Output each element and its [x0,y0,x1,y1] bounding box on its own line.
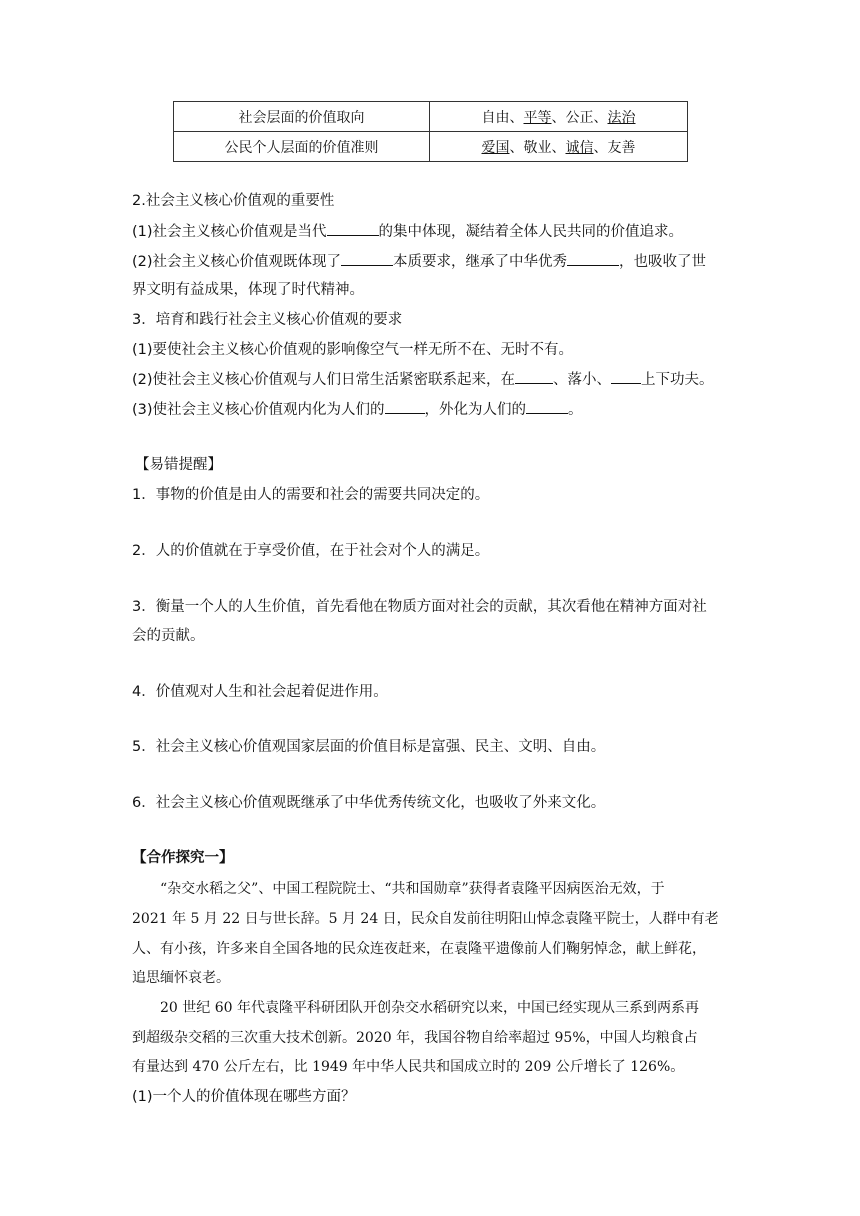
importance-item-1: (1)社会主义核心价值观是当代 的集中体现，凝结着全体人民共同的价值追求。 [132,221,683,242]
requirement-2: (2)使社会主义核心价值观与人们日常生活紧密联系起来，在 、落小、 上下功夫。 [132,369,714,390]
inquiry-paragraph-1-line: 人、有小孩，许多来自全国各地的民众连夜赶来，在袁隆平遗像前人们鞠躬悼念，献上鲜花， [132,941,706,957]
table-cell-values: 爱国、敬业、诚信、友善 [430,132,688,162]
inquiry-heading: 【合作探究一】 [132,850,234,866]
importance-heading: 2.社会主义核心价值观的重要性 [132,193,335,209]
importance-item-2-cont: 界文明有益成果，体现了时代精神。 [132,282,364,298]
table-row [174,102,688,132]
table-row [174,132,688,162]
table-cell-label: 社会层面的价值取向 [174,102,430,132]
inquiry-paragraph-1-line: 追思缅怀哀老。 [132,970,230,986]
table-cell-values: 自由、平等、公正、法治 [430,102,688,132]
reminder-item: 1．事物的价值是由人的需要和社会的需要共同决定的。 [132,487,490,503]
inquiry-paragraph-2-line: 20 世纪 60 年代袁隆平科研团队开创杂交水稻研究以来，中国已经实现从三系到两系再 [160,1000,699,1016]
reminder-item: 6．社会主义核心价值观既继承了中华优秀传统文化，也吸收了外来文化。 [132,795,606,811]
reminder-item: 2．人的价值就在于享受价值，在于社会对个人的满足。 [132,543,490,559]
reminder-item: 4．价值观对人生和社会起着促进作用。 [132,684,388,700]
inquiry-question: (1)一个人的价值体现在哪些方面？ [132,1089,356,1105]
inquiry-paragraph-2-line: 有量达到 470 公斤左右，比 1949 年中华人民共和国成立时的 209 公斤增长了 126%。 [132,1059,685,1075]
requirement-1: (1)要使社会主义核心价值观的影响像空气一样无所不在、无时不有。 [132,342,574,358]
table-cell-label: 公民个人层面的价值准则 [174,132,430,162]
importance-item-2: (2)社会主义核心价值观既体现了 本质要求，继承了中华优秀 ，也吸收了世 [132,251,706,272]
inquiry-paragraph-1-line: 2021 年 5 月 22 日与世长辞。5 月 24 日，民众自发前往明阳山悼念袁隆平院士，人群中有老 [132,911,719,927]
inquiry-paragraph-2-line: 到超级杂交稻的三次重大技术创新。2020 年，我国谷物自给率超过 95%，中国人均粮食占 [132,1030,698,1046]
inquiry-paragraph-1-line: “杂交水稻之父”、中国工程院院士、“共和国勋章”获得者袁隆平因病医治无效，于 [160,881,665,897]
requirements-heading: 3．培育和践行社会主义核心价值观的要求 [132,312,403,328]
requirement-3: (3)使社会主义核心价值观内化为人们的 ，外化为人们的 。 [132,399,583,420]
reminders-heading: 【易错提醒】 [135,457,222,473]
core-values-table [173,101,688,162]
reminder-item: 3．衡量一个人的人生价值，首先看他在物质方面对社会的贡献，其次看他在精神方面对社 [132,599,707,615]
reminder-item-cont: 会的贡献。 [132,628,205,644]
reminder-item: 5．社会主义核心价值观国家层面的价值目标是富强、民主、文明、自由。 [132,739,606,755]
